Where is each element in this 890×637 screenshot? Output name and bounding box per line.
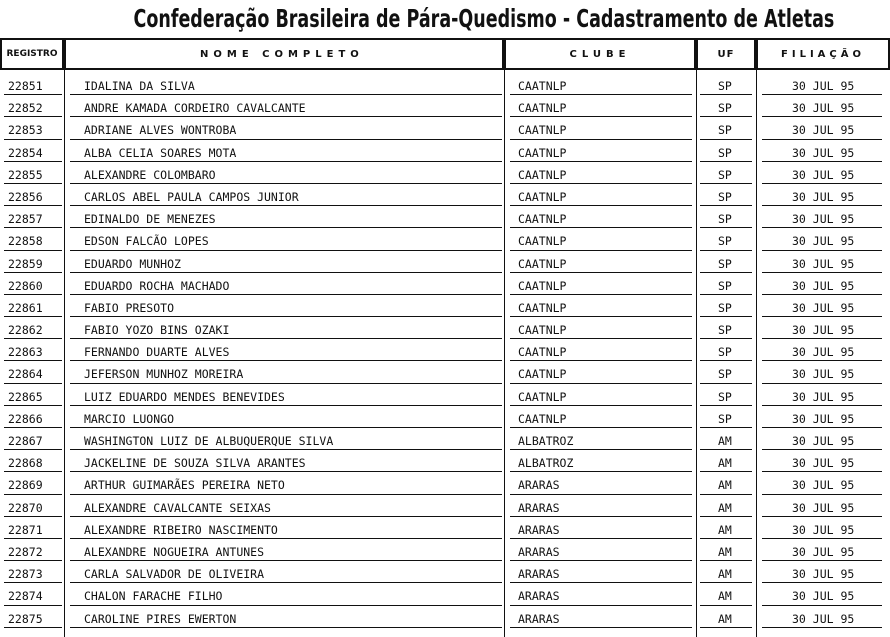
table-row (0, 140, 890, 162)
header-registro: REGISTRO (0, 38, 64, 70)
cell-nome: ARTHUR GUIMARÃES PEREIRA NETO (84, 478, 285, 493)
cell-clube: ARARAS (518, 544, 560, 559)
cell-clube: CAATNLP (518, 278, 567, 293)
table-row (0, 495, 890, 517)
cell-uf: SP (718, 345, 732, 360)
cell-clube: CAATNLP (518, 300, 567, 315)
cell-filiacao: 30 JUL 95 (792, 323, 855, 338)
cell-registro: 22868 (8, 456, 43, 471)
cell-filiacao: 30 JUL 95 (792, 567, 855, 582)
cell-nome: FERNANDO DUARTE ALVES (84, 345, 230, 360)
table-row (0, 450, 890, 472)
table-row (0, 561, 890, 583)
cell-clube: CAATNLP (518, 345, 567, 360)
cell-filiacao: 30 JUL 95 (792, 256, 855, 271)
cell-clube: ARARAS (518, 522, 560, 537)
table-row (0, 95, 890, 117)
cell-filiacao: 30 JUL 95 (792, 345, 855, 360)
cell-filiacao: 30 JUL 95 (792, 278, 855, 293)
cell-filiacao: 30 JUL 95 (792, 234, 855, 249)
table-row (0, 539, 890, 561)
cell-filiacao: 30 JUL 95 (792, 456, 855, 471)
cell-clube: ARARAS (518, 567, 560, 582)
cell-uf: SP (718, 278, 732, 293)
cell-registro: 22874 (8, 589, 43, 604)
cell-nome: IDALINA DA SILVA (84, 79, 195, 93)
cell-filiacao: 30 JUL 95 (792, 478, 855, 493)
cell-uf: AM (718, 611, 732, 626)
cell-clube: CAATNLP (518, 189, 567, 204)
table-row (0, 206, 890, 228)
cell-registro: 22873 (8, 567, 43, 582)
cell-uf: SP (718, 212, 732, 227)
cell-registro: 22865 (8, 389, 43, 404)
cell-nome: ANDRE KAMADA CORDEIRO CAVALCANTE (84, 101, 306, 116)
cell-uf: SP (718, 300, 732, 315)
cell-registro: 22867 (8, 434, 43, 448)
table-row (0, 361, 890, 383)
cell-nome: CAROLINE PIRES EWERTON (84, 611, 237, 626)
cell-nome: FABIO PRESOTO (84, 300, 175, 315)
table-row (0, 317, 890, 339)
header-uf: UF (696, 38, 756, 70)
cell-filiacao: 30 JUL 95 (792, 101, 855, 116)
page-title: Confederação Brasileira de Pára-Quedismo - Cadastramento de Atletas (133, 4, 835, 33)
cell-uf: SP (718, 145, 732, 160)
cell-clube: ALBATROZ (518, 456, 574, 471)
cell-filiacao: 30 JUL 95 (792, 145, 855, 160)
cell-nome: ALEXANDRE RIBEIRO NASCIMENTO (84, 522, 278, 537)
cell-clube: CAATNLP (518, 79, 567, 93)
cell-clube: CAATNLP (518, 123, 567, 138)
cell-registro: 22856 (8, 189, 43, 204)
cell-registro: 22859 (8, 256, 43, 271)
table-row (0, 117, 890, 139)
cell-uf: SP (718, 323, 732, 338)
cell-uf: SP (718, 167, 732, 182)
table-row (0, 517, 890, 539)
cell-registro: 22864 (8, 367, 43, 382)
table-row (0, 273, 890, 295)
cell-nome: MARCIO LUONGO (84, 411, 175, 426)
cell-filiacao: 30 JUL 95 (792, 434, 855, 448)
table-row (0, 184, 890, 206)
cell-registro: 22857 (8, 212, 43, 227)
table-row (0, 428, 890, 450)
cell-uf: SP (718, 101, 732, 116)
table-row (0, 162, 890, 184)
cell-clube: CAATNLP (518, 234, 567, 249)
cell-registro: 22853 (8, 123, 43, 138)
cell-filiacao: 30 JUL 95 (792, 522, 855, 537)
cell-uf: SP (718, 189, 732, 204)
cell-nome: ADRIANE ALVES WONTROBA (84, 123, 237, 138)
header-nome: NOME COMPLETO (64, 38, 504, 70)
cell-clube: CAATNLP (518, 256, 567, 271)
cell-nome: EDSON FALCÃO LOPES (84, 234, 209, 249)
cell-registro: 22872 (8, 544, 43, 559)
cell-registro: 22855 (8, 167, 43, 182)
cell-clube: CAATNLP (518, 101, 567, 116)
cell-filiacao: 30 JUL 95 (792, 544, 855, 559)
cell-filiacao: 30 JUL 95 (792, 167, 855, 182)
table-row (0, 73, 890, 95)
cell-uf: AM (718, 478, 732, 493)
table-row (0, 228, 890, 250)
cell-clube: ALBATROZ (518, 434, 574, 448)
cell-clube: CAATNLP (518, 389, 567, 404)
cell-nome: CHALON FARACHE FILHO (84, 589, 223, 604)
athlete-table (0, 73, 890, 628)
cell-filiacao: 30 JUL 95 (792, 500, 855, 515)
table-row (0, 339, 890, 361)
header-clube: CLUBE (504, 38, 696, 70)
cell-uf: SP (718, 367, 732, 382)
table-row (0, 251, 890, 273)
cell-registro: 22851 (8, 79, 43, 93)
row-underline (700, 627, 752, 628)
table-row (0, 384, 890, 406)
cell-filiacao: 30 JUL 95 (792, 367, 855, 382)
cell-filiacao: 30 JUL 95 (792, 389, 855, 404)
cell-nome: ALBA CELIA SOARES MOTA (84, 145, 237, 160)
cell-nome: CARLA SALVADOR DE OLIVEIRA (84, 567, 265, 582)
title-bar (0, 0, 890, 38)
cell-registro: 22852 (8, 101, 43, 116)
cell-registro: 22870 (8, 500, 43, 515)
cell-filiacao: 30 JUL 95 (792, 611, 855, 626)
cell-clube: ARARAS (518, 589, 560, 604)
cell-nome: CARLOS ABEL PAULA CAMPOS JUNIOR (84, 189, 299, 204)
cell-clube: ARARAS (518, 500, 560, 515)
cell-nome: JACKELINE DE SOUZA SILVA ARANTES (84, 456, 306, 471)
cell-registro: 22862 (8, 323, 43, 338)
cell-filiacao: 30 JUL 95 (792, 212, 855, 227)
cell-uf: SP (718, 256, 732, 271)
cell-registro: 22858 (8, 234, 43, 249)
cell-nome: ALEXANDRE NOGUEIRA ANTUNES (84, 544, 265, 559)
cell-clube: CAATNLP (518, 212, 567, 227)
cell-registro: 22869 (8, 478, 43, 493)
cell-uf: AM (718, 456, 732, 471)
cell-registro: 22866 (8, 411, 43, 426)
cell-registro: 22875 (8, 611, 43, 626)
cell-nome: EDINALDO DE MENEZES (84, 212, 216, 227)
cell-uf: AM (718, 544, 732, 559)
cell-filiacao: 30 JUL 95 (792, 300, 855, 315)
cell-filiacao: 30 JUL 95 (792, 189, 855, 204)
cell-clube: CAATNLP (518, 167, 567, 182)
cell-clube: ARARAS (518, 478, 560, 493)
cell-filiacao: 30 JUL 95 (792, 589, 855, 604)
header-filiacao: FILIAÇÃO (756, 38, 890, 70)
cell-registro: 22854 (8, 145, 43, 160)
cell-registro: 22860 (8, 278, 43, 293)
cell-clube: CAATNLP (518, 145, 567, 160)
cell-clube: ARARAS (518, 611, 560, 626)
cell-filiacao: 30 JUL 95 (792, 411, 855, 426)
cell-uf: AM (718, 589, 732, 604)
cell-registro: 22863 (8, 345, 43, 360)
cell-uf: AM (718, 567, 732, 582)
cell-nome: FABIO YOZO BINS OZAKI (84, 323, 230, 338)
cell-filiacao: 30 JUL 95 (792, 79, 855, 93)
cell-nome: ALEXANDRE COLOMBARO (84, 167, 216, 182)
cell-uf: SP (718, 389, 732, 404)
table-row (0, 295, 890, 317)
cell-nome: ALEXANDRE CAVALCANTE SEIXAS (84, 500, 271, 515)
cell-nome: LUIZ EDUARDO MENDES BENEVIDES (84, 389, 285, 404)
cell-nome: WASHINGTON LUIZ DE ALBUQUERQUE SILVA (84, 434, 334, 448)
cell-uf: SP (718, 411, 732, 426)
cell-uf: SP (718, 123, 732, 138)
cell-clube: CAATNLP (518, 367, 567, 382)
row-underline (510, 627, 692, 628)
cell-nome: JEFERSON MUNHOZ MOREIRA (84, 367, 244, 382)
cell-registro: 22861 (8, 300, 43, 315)
cell-clube: CAATNLP (518, 411, 567, 426)
cell-uf: AM (718, 522, 732, 537)
cell-nome: EDUARDO MUNHOZ (84, 256, 181, 271)
table-row (0, 606, 890, 628)
row-underline (762, 627, 882, 628)
cell-uf: AM (718, 500, 732, 515)
cell-registro: 22871 (8, 522, 43, 537)
cell-clube: CAATNLP (518, 323, 567, 338)
cell-uf: AM (718, 434, 732, 448)
cell-uf: SP (718, 79, 732, 93)
table-row (0, 472, 890, 494)
row-underline (70, 627, 502, 628)
table-row (0, 406, 890, 428)
cell-nome: EDUARDO ROCHA MACHADO (84, 278, 230, 293)
cell-filiacao: 30 JUL 95 (792, 123, 855, 138)
table-row (0, 583, 890, 605)
cell-uf: SP (718, 234, 732, 249)
row-underline (4, 627, 62, 628)
